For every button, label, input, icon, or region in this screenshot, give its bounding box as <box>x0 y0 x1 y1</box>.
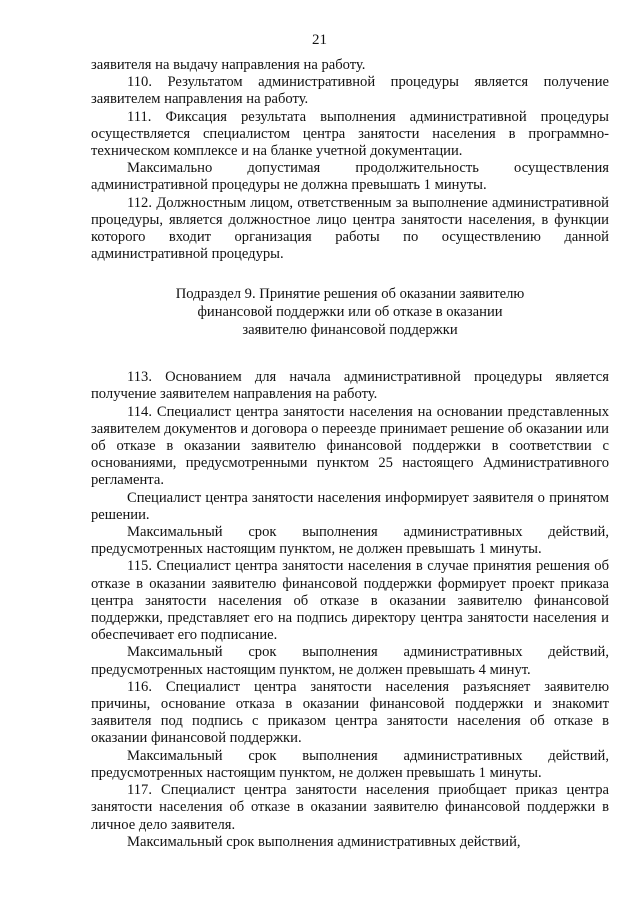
paragraph-110: 110. Результатом административной процедуры является получение заявителем направления на работу. <box>91 74 609 108</box>
paragraph-max-term: Максимальный срок выполнения административных действий, предусмотренных настоящим пунктом, не должен превышать 1 минуты. <box>91 524 609 558</box>
heading-line: заявителю финансовой поддержки <box>242 321 458 338</box>
paragraph-max-term: Максимальный срок выполнения административных действий, <box>127 833 521 850</box>
heading-line: Подраздел 9. Принятие решения об оказании заявителю <box>175 286 525 303</box>
paragraph-115: 115. Специалист центра занятости населения в случае принятия решения об отказе в оказании заявителю финансовой поддержки формирует проект приказа центра занятости населения об отказе в оказании заявителю финансовой поддержки, представляет его на подпись директору центра занятости населения и обеспечивает его подписание. <box>91 558 609 644</box>
page-number: 21 <box>312 32 327 48</box>
paragraph-111: 111. Фиксация результата выполнения административной процедуры осуществляется специалистом центра занятости населения в программно-техническом комплексе и на бланке учетной документации. <box>91 108 609 160</box>
paragraph-116: 116. Специалист центра занятости населения разъясняет заявителю причины, основание отказа в оказании финансовой поддержки и знакомит заявителя под подпись с приказом центра занятости населения об отказе в оказании финансовой поддержки. <box>91 678 609 747</box>
subsection-heading <box>91 286 609 339</box>
document-body <box>91 57 609 851</box>
heading-line: финансовой поддержки или об отказе в оказании <box>197 304 503 321</box>
paragraph-max-term: Максимальный срок выполнения административных действий, предусмотренных настоящим пунктом, не должен превышать 4 минут. <box>91 644 609 678</box>
paragraph-113: 113. Основанием для начала административной процедуры является получение заявителем направления на работу. <box>91 369 609 403</box>
paragraph-117: 117. Специалист центра занятости населения приобщает приказ центра занятости населения об отказе в оказании заявителю финансовой поддержки в личное дело заявителя. <box>91 782 609 833</box>
paragraph-114: 114. Специалист центра занятости населения на основании представленных заявителем документов и договора о переезде принимает решение об оказании или об отказе в оказании заявителю финансовой поддержки в соответствии с основаниями, предусмотренными пунктом 25 настоящего Административного регламента. <box>91 403 609 489</box>
paragraph-max-term: Максимальный срок выполнения административных действий, предусмотренных настоящим пунктом, не должен превышать 1 минуты. <box>91 747 609 781</box>
paragraph-112: 112. Должностным лицом, ответственным за выполнение административной процедуры, является должностное лицо центра занятости населения, в функции которого входит организация работы по осуществлению данной административной процедуры. <box>91 194 609 263</box>
paragraph-max-duration: Максимально допустимая продолжительность осуществления административной процедуры не должна превышать 1 минуты. <box>91 160 609 194</box>
paragraph-continuation: заявителя на выдачу направления на работу. <box>91 57 366 73</box>
paragraph-inform: Специалист центра занятости населения информирует заявителя о принятом решении. <box>91 489 609 523</box>
